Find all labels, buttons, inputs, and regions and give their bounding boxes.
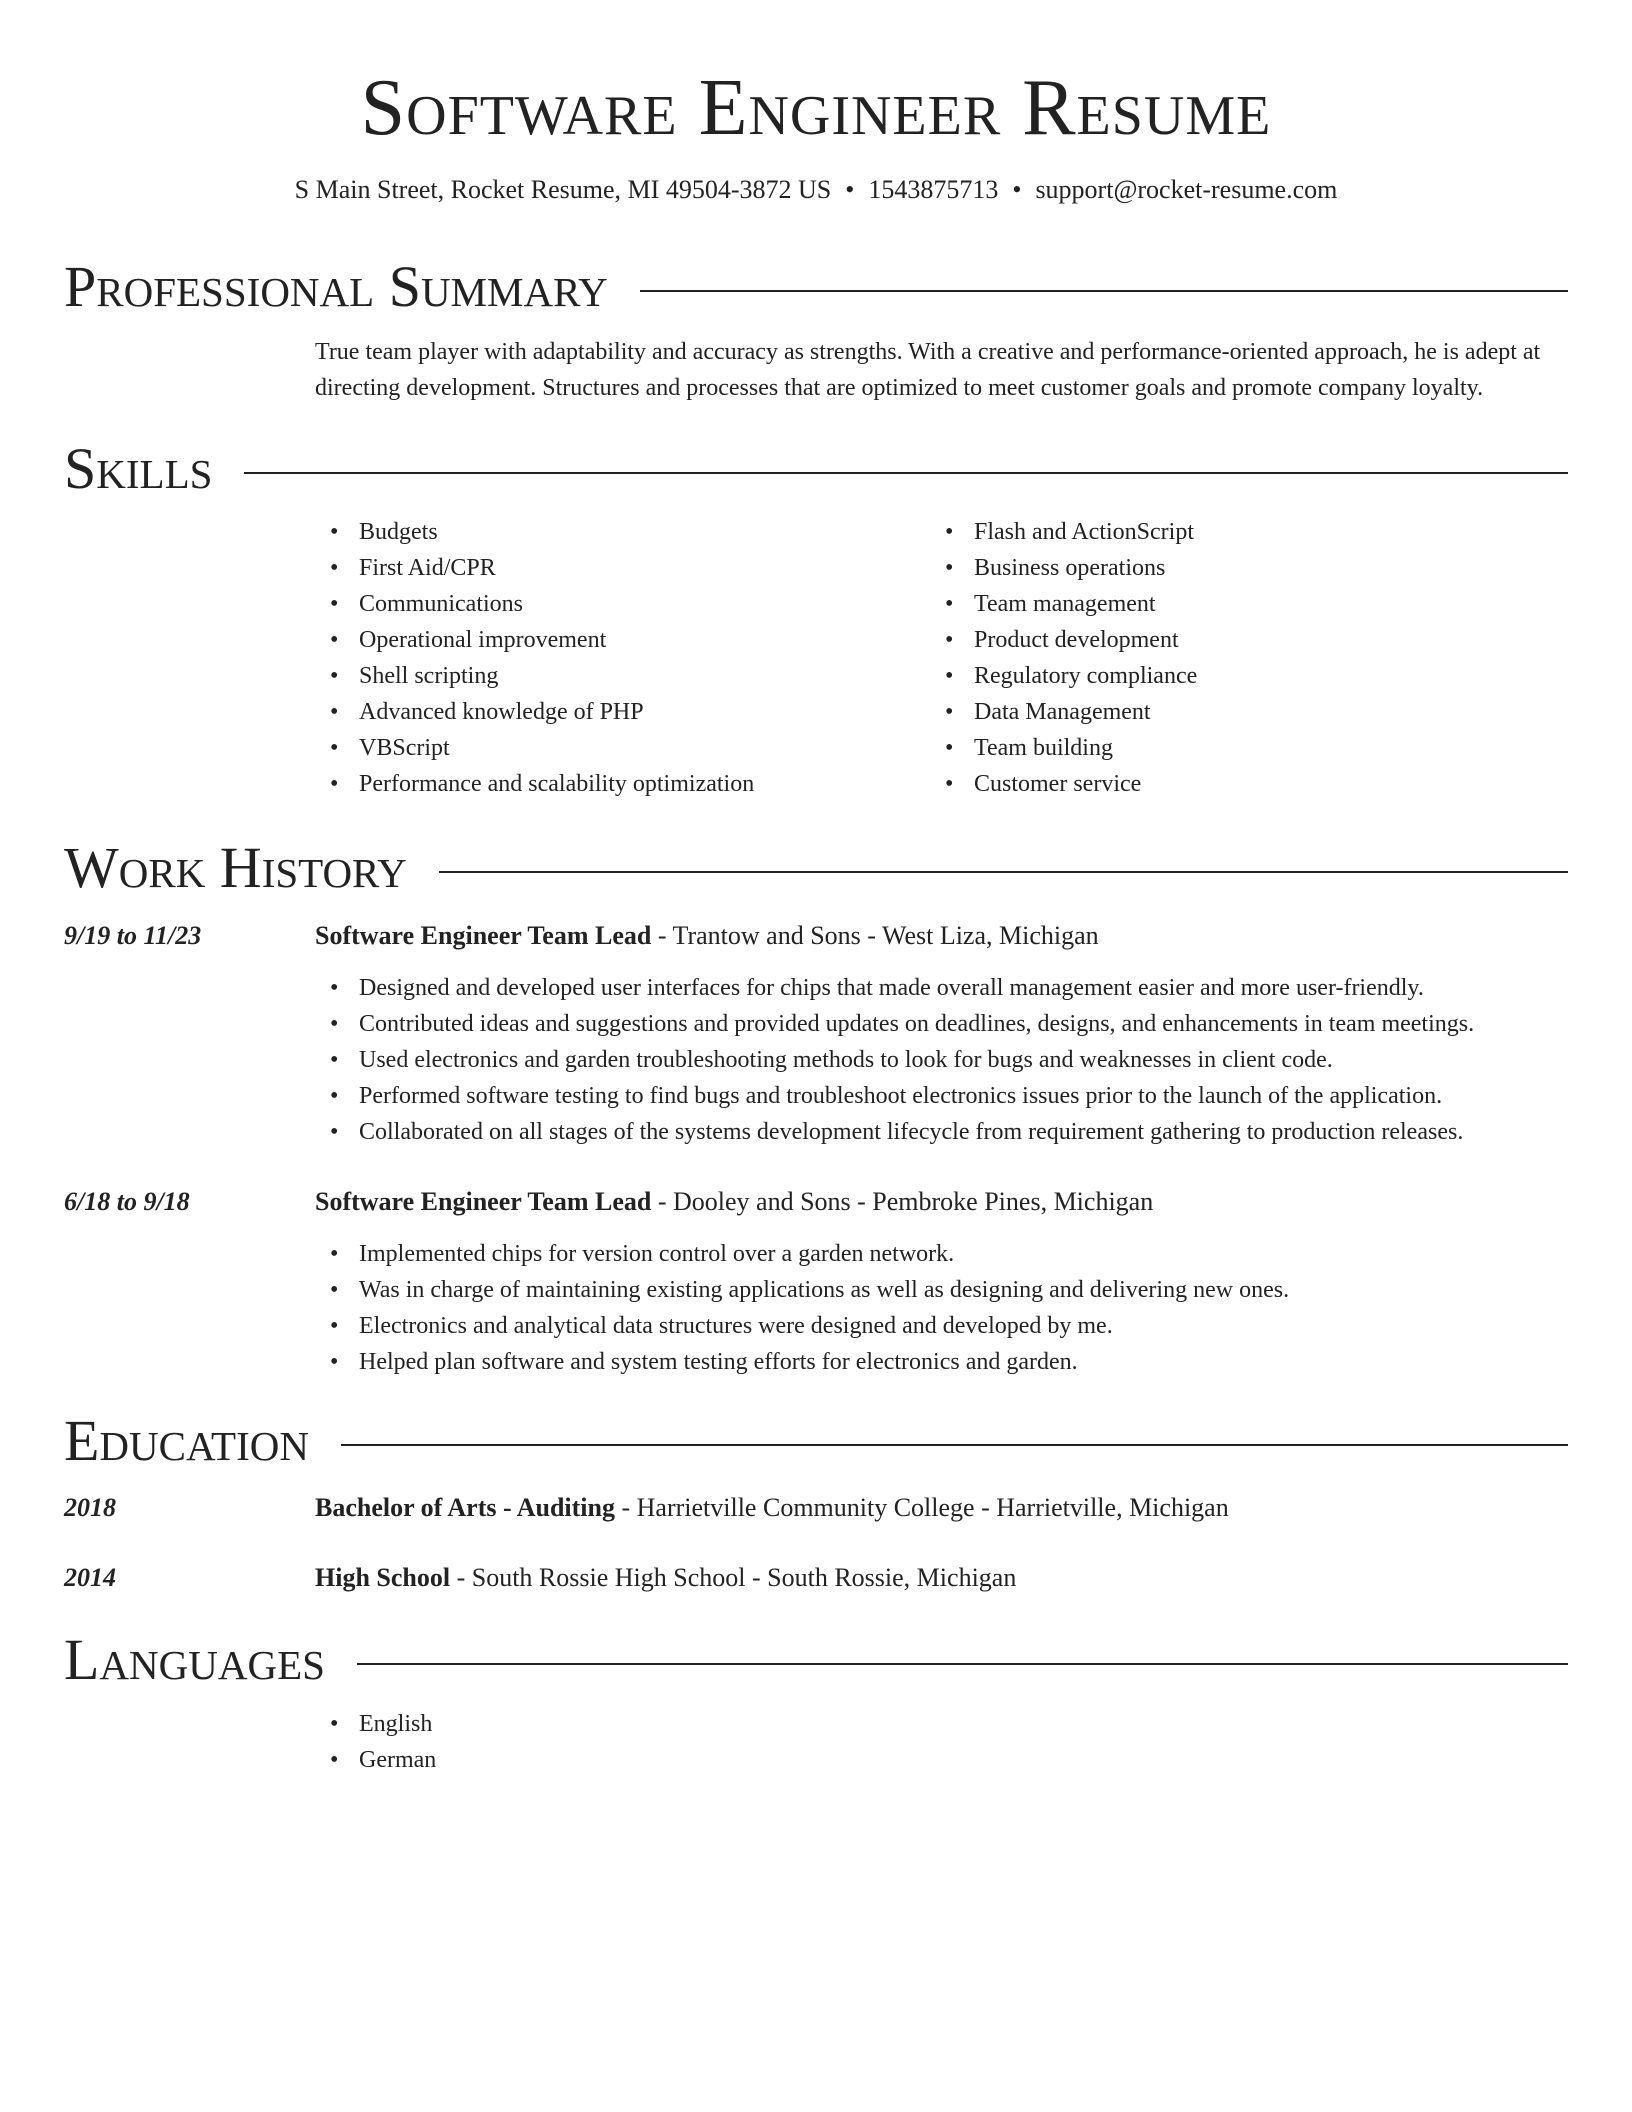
- skill-item: • Communications: [315, 586, 875, 622]
- skills-column-left: [315, 514, 875, 802]
- job-dates: 9/19 to 11/23: [64, 921, 202, 950]
- skills-heading: Skills: [64, 436, 213, 501]
- job-duty: • Designed and developed user interfaces for chips that made overall management easier and more user-friendly.: [315, 970, 1575, 1006]
- languages-heading: Languages: [64, 1627, 325, 1692]
- education-entry: [315, 1490, 1229, 1526]
- contact-separator: •: [1012, 175, 1022, 204]
- skill-item: • Customer service: [930, 766, 1490, 802]
- job-duty: • Contributed ideas and suggestions and provided updates on deadlines, designs, and enhancements in team meetings.: [315, 1006, 1575, 1042]
- work-heading: Work History: [64, 835, 407, 900]
- skill-item: • Data Management: [930, 694, 1490, 730]
- skills-list-left: [315, 514, 875, 802]
- education-section-header: [64, 1408, 1568, 1474]
- job-dates: 6/18 to 9/18: [64, 1187, 190, 1216]
- job-duty: • Electronics and analytical data structures were designed and developed by me.: [315, 1308, 1575, 1344]
- contact-phone: 1543875713: [868, 175, 999, 204]
- skill-item: • Business operations: [930, 550, 1490, 586]
- skill-item: • Shell scripting: [315, 658, 875, 694]
- job-header: [315, 918, 1099, 954]
- language-item: • German: [315, 1742, 1575, 1778]
- skill-item: • Product development: [930, 622, 1490, 658]
- education-heading: Education: [64, 1408, 309, 1473]
- summary-text: True team player with adaptability and accuracy as strengths. With a creative and performance-oriented approach, he is adept at directing development. Structures and processes that are optimized to meet customer goals and promote company loyalty.: [315, 339, 1541, 401]
- skill-item: • Operational improvement: [315, 622, 875, 658]
- job-duties: [315, 970, 1575, 1150]
- section-divider: [640, 290, 1568, 292]
- skill-item: • First Aid/CPR: [315, 550, 875, 586]
- skills-section-header: [64, 436, 1568, 502]
- skill-item: • Team building: [930, 730, 1490, 766]
- skill-item: • Budgets: [315, 514, 875, 550]
- summary-heading: Professional Summary: [64, 254, 608, 319]
- section-divider: [357, 1663, 1568, 1665]
- education-entry: [315, 1560, 1016, 1596]
- skill-item: • Flash and ActionScript: [930, 514, 1490, 550]
- job-title: Software Engineer Team Lead: [315, 1187, 652, 1216]
- skill-item: • VBScript: [315, 730, 875, 766]
- education-degree: High School: [315, 1563, 451, 1592]
- section-divider: [439, 871, 1568, 873]
- job-duty-list: [315, 1236, 1575, 1380]
- job-duty: • Performed software testing to find bugs and troubleshoot electronics issues prior to the launch of the application.: [315, 1078, 1575, 1114]
- skills-list-right: [930, 514, 1490, 802]
- languages-section-header: [64, 1627, 1568, 1693]
- section-divider: [244, 472, 1568, 474]
- work-section-header: [64, 835, 1568, 901]
- job-title: Software Engineer Team Lead: [315, 921, 652, 950]
- skills-column-right: [930, 514, 1490, 802]
- languages-block: [315, 1706, 1575, 1778]
- education-school: - South Rossie High School - South Rossie, Michigan: [450, 1563, 1017, 1592]
- education-school: - Harrietville Community College - Harrietville, Michigan: [614, 1493, 1229, 1522]
- job-duty: • Collaborated on all stages of the systems development lifecycle from requirement gathering to production releases.: [315, 1114, 1575, 1150]
- skill-item: • Performance and scalability optimization: [315, 766, 875, 802]
- skill-item: • Team management: [930, 586, 1490, 622]
- education-year: 2014: [64, 1563, 116, 1592]
- job-header: [315, 1184, 1153, 1220]
- job-duty: • Used electronics and garden troubleshooting methods to look for bugs and weaknesses in client code.: [315, 1042, 1575, 1078]
- languages-list: [315, 1706, 1575, 1778]
- education-year: 2018: [64, 1493, 116, 1522]
- section-divider: [341, 1444, 1568, 1446]
- contact-line: [64, 172, 1568, 208]
- job-duty-list: [315, 970, 1575, 1150]
- education-degree: Bachelor of Arts - Auditing: [315, 1493, 615, 1522]
- job-duty: • Was in charge of maintaining existing applications as well as designing and delivering new ones.: [315, 1272, 1575, 1308]
- summary-section-header: [64, 254, 1568, 320]
- job-duties: [315, 1236, 1575, 1380]
- job-employer: - Dooley and Sons - Pembroke Pines, Michigan: [651, 1187, 1154, 1216]
- skill-item: • Regulatory compliance: [930, 658, 1490, 694]
- job-duty: • Implemented chips for version control over a garden network.: [315, 1236, 1575, 1272]
- skill-item: • Advanced knowledge of PHP: [315, 694, 875, 730]
- job-employer: - Trantow and Sons - West Liza, Michigan: [651, 921, 1099, 950]
- resume-title: Software Engineer Resume: [360, 64, 1272, 152]
- contact-address: S Main Street, Rocket Resume, MI 49504-3872 US: [294, 175, 832, 204]
- job-duty: • Helped plan software and system testing efforts for electronics and garden.: [315, 1344, 1575, 1380]
- language-item: • English: [315, 1706, 1575, 1742]
- contact-email: support@rocket-resume.com: [1035, 175, 1338, 204]
- contact-separator: •: [845, 175, 855, 204]
